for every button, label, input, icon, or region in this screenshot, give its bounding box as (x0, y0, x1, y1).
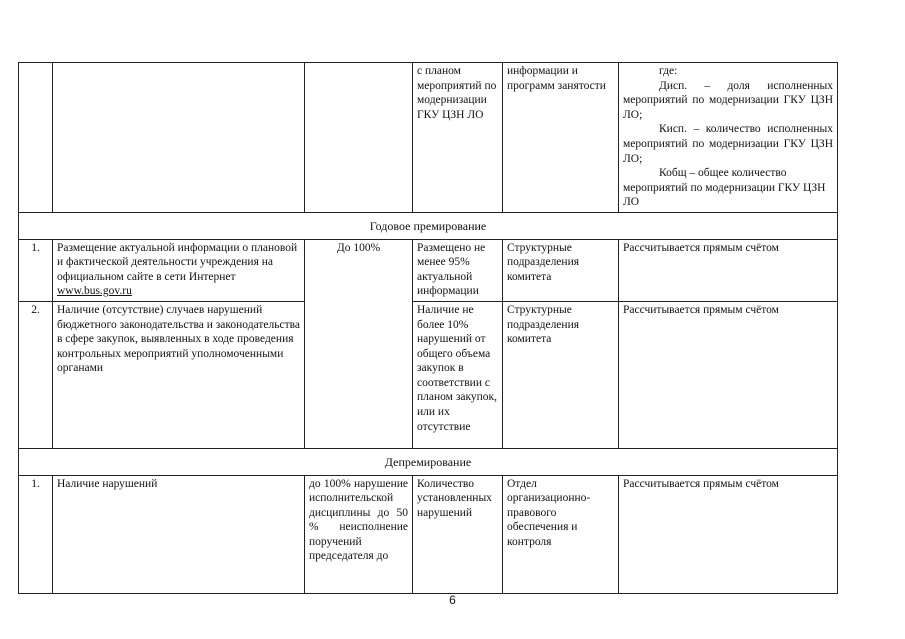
row-number: 2. (19, 301, 53, 448)
indicator-cell: Наличие не более 10% нарушений от общего объема закупок в соответствии с планом закупок, или их отсутствие (413, 301, 503, 448)
source-cell: Отдел организационно-правового обеспечения и контроля (503, 475, 619, 593)
criterion-cell: Наличие нарушений (53, 475, 305, 593)
section-header-deprem (19, 448, 838, 475)
table-row-annual-2 (19, 301, 838, 448)
bus-gov-link[interactable]: www.bus.gov.ru (57, 285, 132, 298)
method-cell: Рассчитывается прямым счётом (619, 239, 838, 301)
source-cell: Структурные подразделения комитета (503, 239, 619, 301)
indicator-cell: Количество установленных нарушений (413, 475, 503, 593)
method-cell: Рассчитывается прямым счётом (619, 475, 838, 593)
formula-kobsh-definition: Кобщ – общее количество мероприятий по модернизации ГКУ ЦЗН ЛО (623, 167, 826, 209)
formula-where-label: где: (659, 65, 678, 77)
page-number: 6 (449, 593, 456, 607)
table-row-deprem-1 (19, 475, 838, 593)
section-title-deprem: Депремирование (19, 448, 838, 475)
criterion-cell (53, 239, 305, 301)
criterion-cell: Наличие (отсутствие) случаев нарушений бюджетного законодательства и законодательства в сфере закупок, выявленных в ходе проведения контрольных мероприятий уполномоченными органами (53, 301, 305, 448)
source-cell: Структурные подразделения комитета (503, 301, 619, 448)
formula-d-definition: Дисп. – доля исполненных мероприятий по модернизации ГКУ ЦЗН ЛО; (623, 79, 833, 121)
method-cell: Рассчитывается прямым счётом (619, 301, 838, 448)
cell-formula-explanation (619, 63, 838, 213)
formula-k-definition: Кисп. – количество исполненных мероприятий по модернизации ГКУ ЦЗН ЛО; (623, 123, 833, 165)
criterion-text: Размещение актуальной информации о плановой и фактической деятельности учреждения на официальном сайте в сети Интернет (57, 241, 298, 283)
row-number: 1. (19, 239, 53, 301)
cell-num-empty (19, 63, 53, 213)
section-header-annual (19, 212, 838, 239)
amount-cell: До 100% (305, 239, 413, 448)
row-number: 1. (19, 475, 53, 593)
section-title-annual: Годовое премирование (19, 212, 838, 239)
amount-cell: до 100% нарушение исполнительской дисциплины до 50 % неисполнение поручений председателя до (305, 475, 413, 593)
indicator-cell: Размещено не менее 95% актуальной информации (413, 239, 503, 301)
criteria-table (18, 62, 838, 594)
table-row-annual-1 (19, 239, 838, 301)
cell-source-top: информации и программ занятости (503, 63, 619, 213)
cell-amount-empty (305, 63, 413, 213)
cell-criterion-empty (53, 63, 305, 213)
cell-indicator-top: с планом мероприятий по модернизации ГКУ ЦЗН ЛО (413, 63, 503, 213)
table-row-top-continuation (19, 63, 838, 213)
